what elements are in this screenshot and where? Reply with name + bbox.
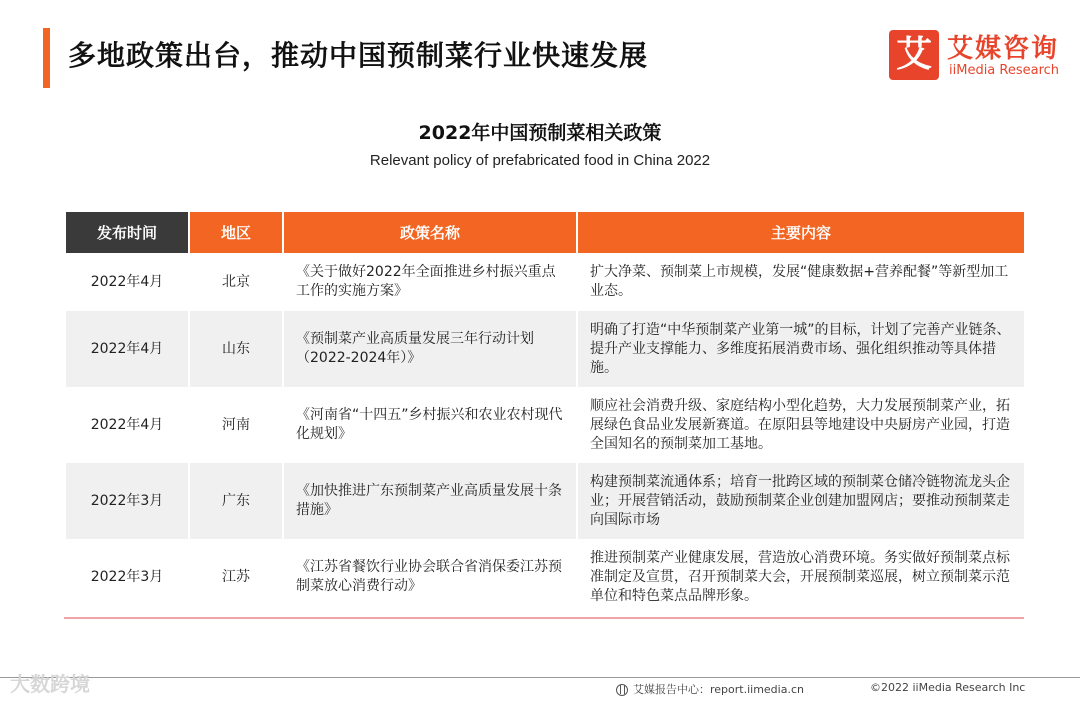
footer-source	[616, 681, 804, 697]
policy-table	[64, 212, 1026, 615]
cell-region: 河南	[222, 416, 250, 433]
page-title: 多地政策出台，推动中国预制菜行业快速发展	[68, 39, 649, 72]
cell-policy: 《江苏省餐饮行业协会联合省消保委江苏预制菜放心消费行动》	[296, 559, 562, 594]
table-row	[66, 253, 1024, 311]
cell-policy: 《预制菜产业高质量发展三年行动计划（2022-2024年）》	[284, 311, 576, 387]
cell-date: 2022年4月	[90, 416, 164, 433]
header-date: 发布时间	[66, 212, 188, 253]
footer-source-text: 艾媒报告中心：report.iimedia.cn	[633, 683, 804, 696]
table-row	[66, 387, 1024, 463]
table-title-chinese: 2022年中国预制菜相关政策	[418, 122, 662, 144]
cell-policy: 《加快推进广东预制菜产业高质量发展十条措施》	[284, 463, 576, 539]
iimedia-logo	[889, 30, 1064, 82]
watermark-text: 大数跨境	[10, 672, 90, 696]
cell-content: 构建预制菜流通体系；培育一批跨区域的预制菜仓储冷链物流龙头企业；开展营销活动，鼓励预制菜企业创建加盟网店；要推动预制菜走向国际市场	[578, 463, 1024, 539]
cell-policy: 《河南省“十四五”乡村振兴和农业农村现代化规划》	[296, 407, 563, 442]
table-bottom-divider	[64, 617, 1024, 619]
globe-icon	[616, 684, 628, 696]
logo-english-name: iiMedia Research	[949, 63, 1060, 78]
cell-content: 扩大净菜、预制菜上市规模，发展“健康数据+营养配餐”等新型加工业态。	[590, 264, 1009, 299]
table-row	[66, 311, 1024, 387]
header-policy-name: 政策名称	[284, 212, 576, 253]
cell-region: 山东	[190, 311, 282, 387]
footer-copyright: ©2022 iiMedia Research Inc	[870, 681, 1026, 694]
cell-region: 广东	[190, 463, 282, 539]
cell-date: 2022年3月	[66, 463, 188, 539]
title-accent-bar	[43, 28, 50, 88]
cell-policy: 《关于做好2022年全面推进乡村振兴重点工作的实施方案》	[296, 264, 556, 299]
cell-date: 2022年4月	[66, 311, 188, 387]
table-row	[66, 539, 1024, 615]
header-region: 地区	[190, 212, 282, 253]
cell-content: 明确了打造“中华预制菜产业第一城”的目标，计划了完善产业链条、提升产业支撑能力、多维度拓展消费市场、强化组织推动等具体措施。	[578, 311, 1024, 387]
table-row	[66, 463, 1024, 539]
cell-region: 北京	[222, 273, 250, 290]
cell-content: 顺应社会消费升级、家庭结构小型化趋势，大力发展预制菜产业，拓展绿色食品业发展新赛道。在原阳县等地建设中央厨房产业园，打造全国知名的预制菜加工基地。	[590, 397, 1010, 452]
cell-region: 江苏	[222, 568, 250, 585]
logo-chinese-name: 艾媒咨询	[947, 34, 1060, 64]
cell-date: 2022年3月	[90, 568, 164, 585]
logo-mark-icon: 艾	[889, 30, 939, 80]
header-main-content: 主要内容	[578, 212, 1024, 253]
footer-divider	[0, 677, 1080, 678]
cell-content: 推进预制菜产业健康发展，营造放心消费环境。务实做好预制菜点标准制定及宣贯，召开预制菜大会，开展预制菜巡展，树立预制菜示范单位和特色菜点品牌形象。	[590, 549, 1010, 604]
cell-date: 2022年4月	[90, 273, 164, 290]
table-header-row	[66, 212, 1024, 253]
table-title-english: Relevant policy of prefabricated food in China 2022	[369, 152, 711, 169]
